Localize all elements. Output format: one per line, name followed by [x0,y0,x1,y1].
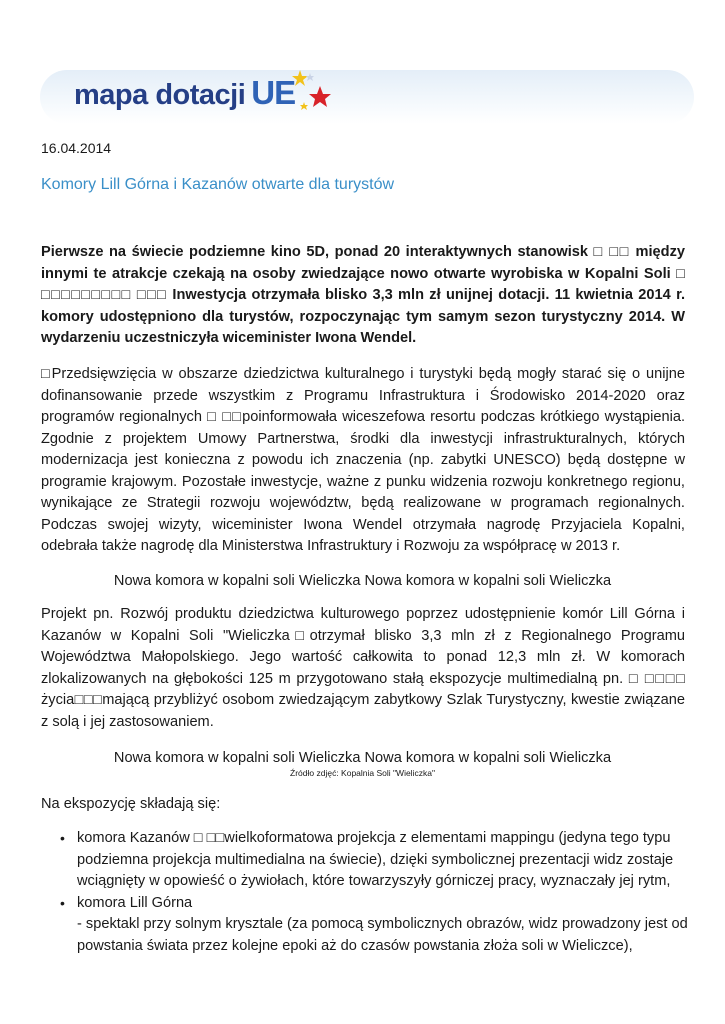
photo-caption: Nowa komora w kopalni soli Wieliczka Nowa komora w kopalni soli Wieliczka [113,573,612,589]
small-star-icon [306,73,314,81]
yellow-star-icon [292,70,308,86]
photo-source: Źródło zdjęć: Kopalnia Soli "Wieliczka" [290,768,435,778]
photo-caption: Nowa komora w kopalni soli Wieliczka Nowa komora w kopalni soli Wieliczka [113,750,612,766]
bullet-icon: • [60,894,65,911]
article-paragraph: □Przedsięwzięcia w obszarze dziedzictwa kulturalnego i turystyki będą mogły starać się o unijne dofinansowanie przede wszystkim z Programu Infrastruktura i Środowisko 2014-2020 oraz programów regionalnych □ □□poinformowała wiceszefowa resortu podczas krótkiego wystąpienia. Zgodnie z projektem Umowy Partnerstwa, środki dla inwestycji infrastrukturalnych, których modernizacja jest konieczna z powodu ich znaczenia (np. zabytki UNESCO) będą dostępne w programie krajowym. Pozostałe inwestycje, ważne z punku widzenia rozwoju konkretnego regionu, wynikające ze Strategii rozwoju województw, będą realizowane w programach regionalnych. Podczas swojej wizyty, wiceminister Iwona Wendel otrzymała nagrodę Przyjaciela Kopalni, odebrała także nagrodę dla Ministerstwa Infrastruktury i Rozwoju za współpracę w 2013 r. [41,366,685,554]
article-title: Komory Lill Górna i Kazanów otwarte dla turystów [41,176,395,193]
list-item-subtext: - spektakl przy solnym krysztale (za pomocą symbolicznych obrazów, widz prowadzony jest od powstania świata przez kolejne epoki aż do czasów powstania złoża soli w Wieliczce), [77,916,688,954]
list-item [60,893,705,958]
logo-text: mapa dotacji [74,79,246,111]
eu-stars-icon [290,68,350,118]
red-star-icon [309,86,331,107]
list-intro: Na ekspozycję składają się: [41,796,221,812]
list-item-text: komora Kazanów □ □□wielkoformatowa projekcja z elementami mappingu (jedyna tego typu podziemna projekcja multimedialna na świecie), dzięki symbolicznej prezentacji widz zostaje wciągnięty w opowieść o żywiołach, które towarzyszyły górniczej pracy, wyznaczały jej rytm, [77,830,674,889]
tiny-yellow-star-icon [300,102,308,110]
article-lead: Pierwsze na świecie podziemne kino 5D, ponad 20 interaktywnych stanowisk □ □□ między innymi te atrakcje czekają na osoby zwiedzające nowo otwarte wyrobiska w Kopalni Soli □ □□□□□□□□□ □□□ Inwestycja otrzymała blisko 3,3 mln zł unijnej dotacji. 11 kwietnia 2014 r. komory udostępniono dla turystów, rozpoczynając tym samym sezon turystyczny 2014. W wydarzeniu uczestniczyła wiceminister Iwona Wendel. [41,244,685,346]
mapa-dotacji-logo[interactable] [74,74,295,114]
list-item [60,828,705,893]
article-date: 16.04.2014 [41,140,112,156]
logo-accent: UE [251,74,296,111]
article-paragraph: Projekt pn. Rozwój produktu dziedzictwa kulturowego poprzez udostępnienie komór Lill Górna i Kazanów w Kopalni Soli "Wieliczka□otrzymał blisko 3,3 mln zł z Regionalnego Programu Województwa Małopolskiego. Jego wartość całkowita to ponad 12,3 mln zł. W komorach zlokalizowanych na głębokości 125 m przygotowano stałą ekspozycje multimedialną pn. □ □□□□ życia□□□mającą przybliżyć osobom zwiedzającym zabytkowy Szlak Turystyczny, kwestie związane z solą i jej zastosowaniem. [41,606,685,730]
list-item-text: komora Lill Górna [77,894,193,911]
exhibition-list [60,828,705,957]
bullet-icon: • [60,830,65,846]
